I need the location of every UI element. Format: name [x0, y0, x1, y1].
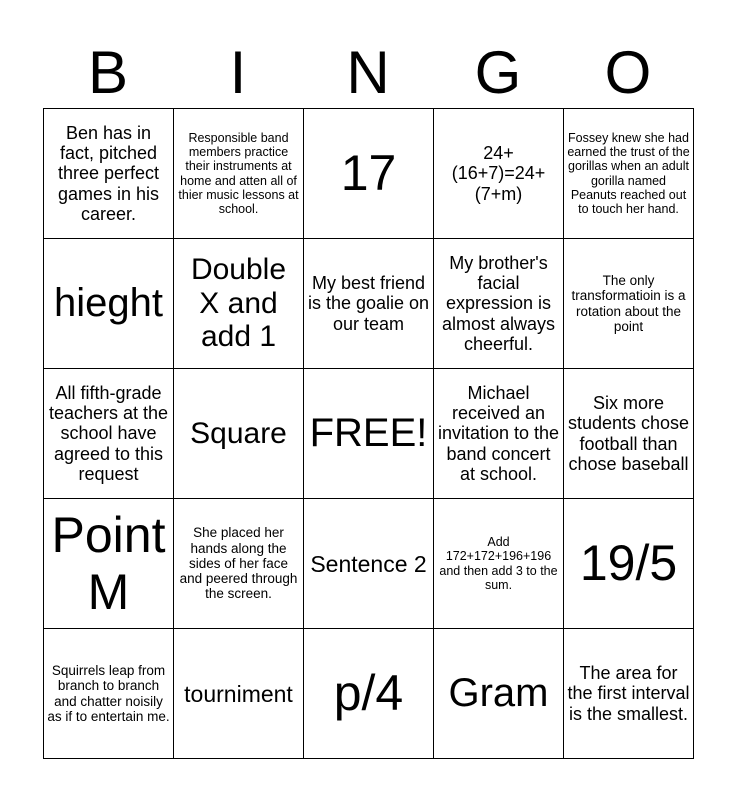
bingo-cell: Add 172+172+196+196 and then add 3 to the sum.: [434, 499, 564, 629]
bingo-header: [43, 40, 693, 106]
bingo-cell: Responsible band members practice their instruments at home and atten all of thier music lessons at school.: [174, 109, 304, 239]
bingo-cell: Square: [174, 369, 304, 499]
grid-row: [44, 369, 694, 499]
grid-row: [44, 239, 694, 369]
bingo-cell: She placed her hands along the sides of her face and peered through the screen.: [174, 499, 304, 629]
grid-row: [44, 109, 694, 239]
header-letter-n: N: [346, 39, 390, 106]
bingo-cell: Double X and add 1: [174, 239, 304, 369]
bingo-cell: Gram: [434, 629, 564, 759]
bingo-cell: Ben has in fact, pitched three perfect games in his career.: [44, 109, 174, 239]
grid-row: [44, 499, 694, 629]
bingo-cell: Michael received an invitation to the band concert at school.: [434, 369, 564, 499]
bingo-cell: Squirrels leap from branch to branch and chatter noisily as if to entertain me.: [44, 629, 174, 759]
bingo-cell: Six more students chose football than chose baseball: [564, 369, 694, 499]
bingo-cell: My best friend is the goalie on our team: [304, 239, 434, 369]
bingo-cell: All fifth-grade teachers at the school have agreed to this request: [44, 369, 174, 499]
grid-row: [44, 629, 694, 759]
bingo-cell: tourniment: [174, 629, 304, 759]
bingo-cell: 17: [304, 109, 434, 239]
header-letter-i: I: [229, 39, 247, 106]
bingo-cell: p/4: [304, 629, 434, 759]
bingo-cell: Fossey knew she had earned the trust of the gorillas when an adult gorilla named Peanuts reached out to touch her hand.: [564, 109, 694, 239]
bingo-cell: Point M: [44, 499, 174, 629]
free-space-cell: FREE!: [304, 369, 434, 499]
header-letter-b: B: [87, 39, 129, 106]
bingo-cell: 19/5: [564, 499, 694, 629]
bingo-cell: hieght: [44, 239, 174, 369]
bingo-cell: The only transformatioin is a rotation about the point: [564, 239, 694, 369]
bingo-cell: My brother's facial expression is almost always cheerful.: [434, 239, 564, 369]
bingo-cell: Sentence 2: [304, 499, 434, 629]
bingo-grid: [43, 108, 694, 759]
header-letter-o: O: [604, 39, 652, 106]
header-letter-g: G: [474, 39, 522, 106]
bingo-cell: 24+(16+7)=24+(7+m): [434, 109, 564, 239]
bingo-cell: The area for the first interval is the smallest.: [564, 629, 694, 759]
